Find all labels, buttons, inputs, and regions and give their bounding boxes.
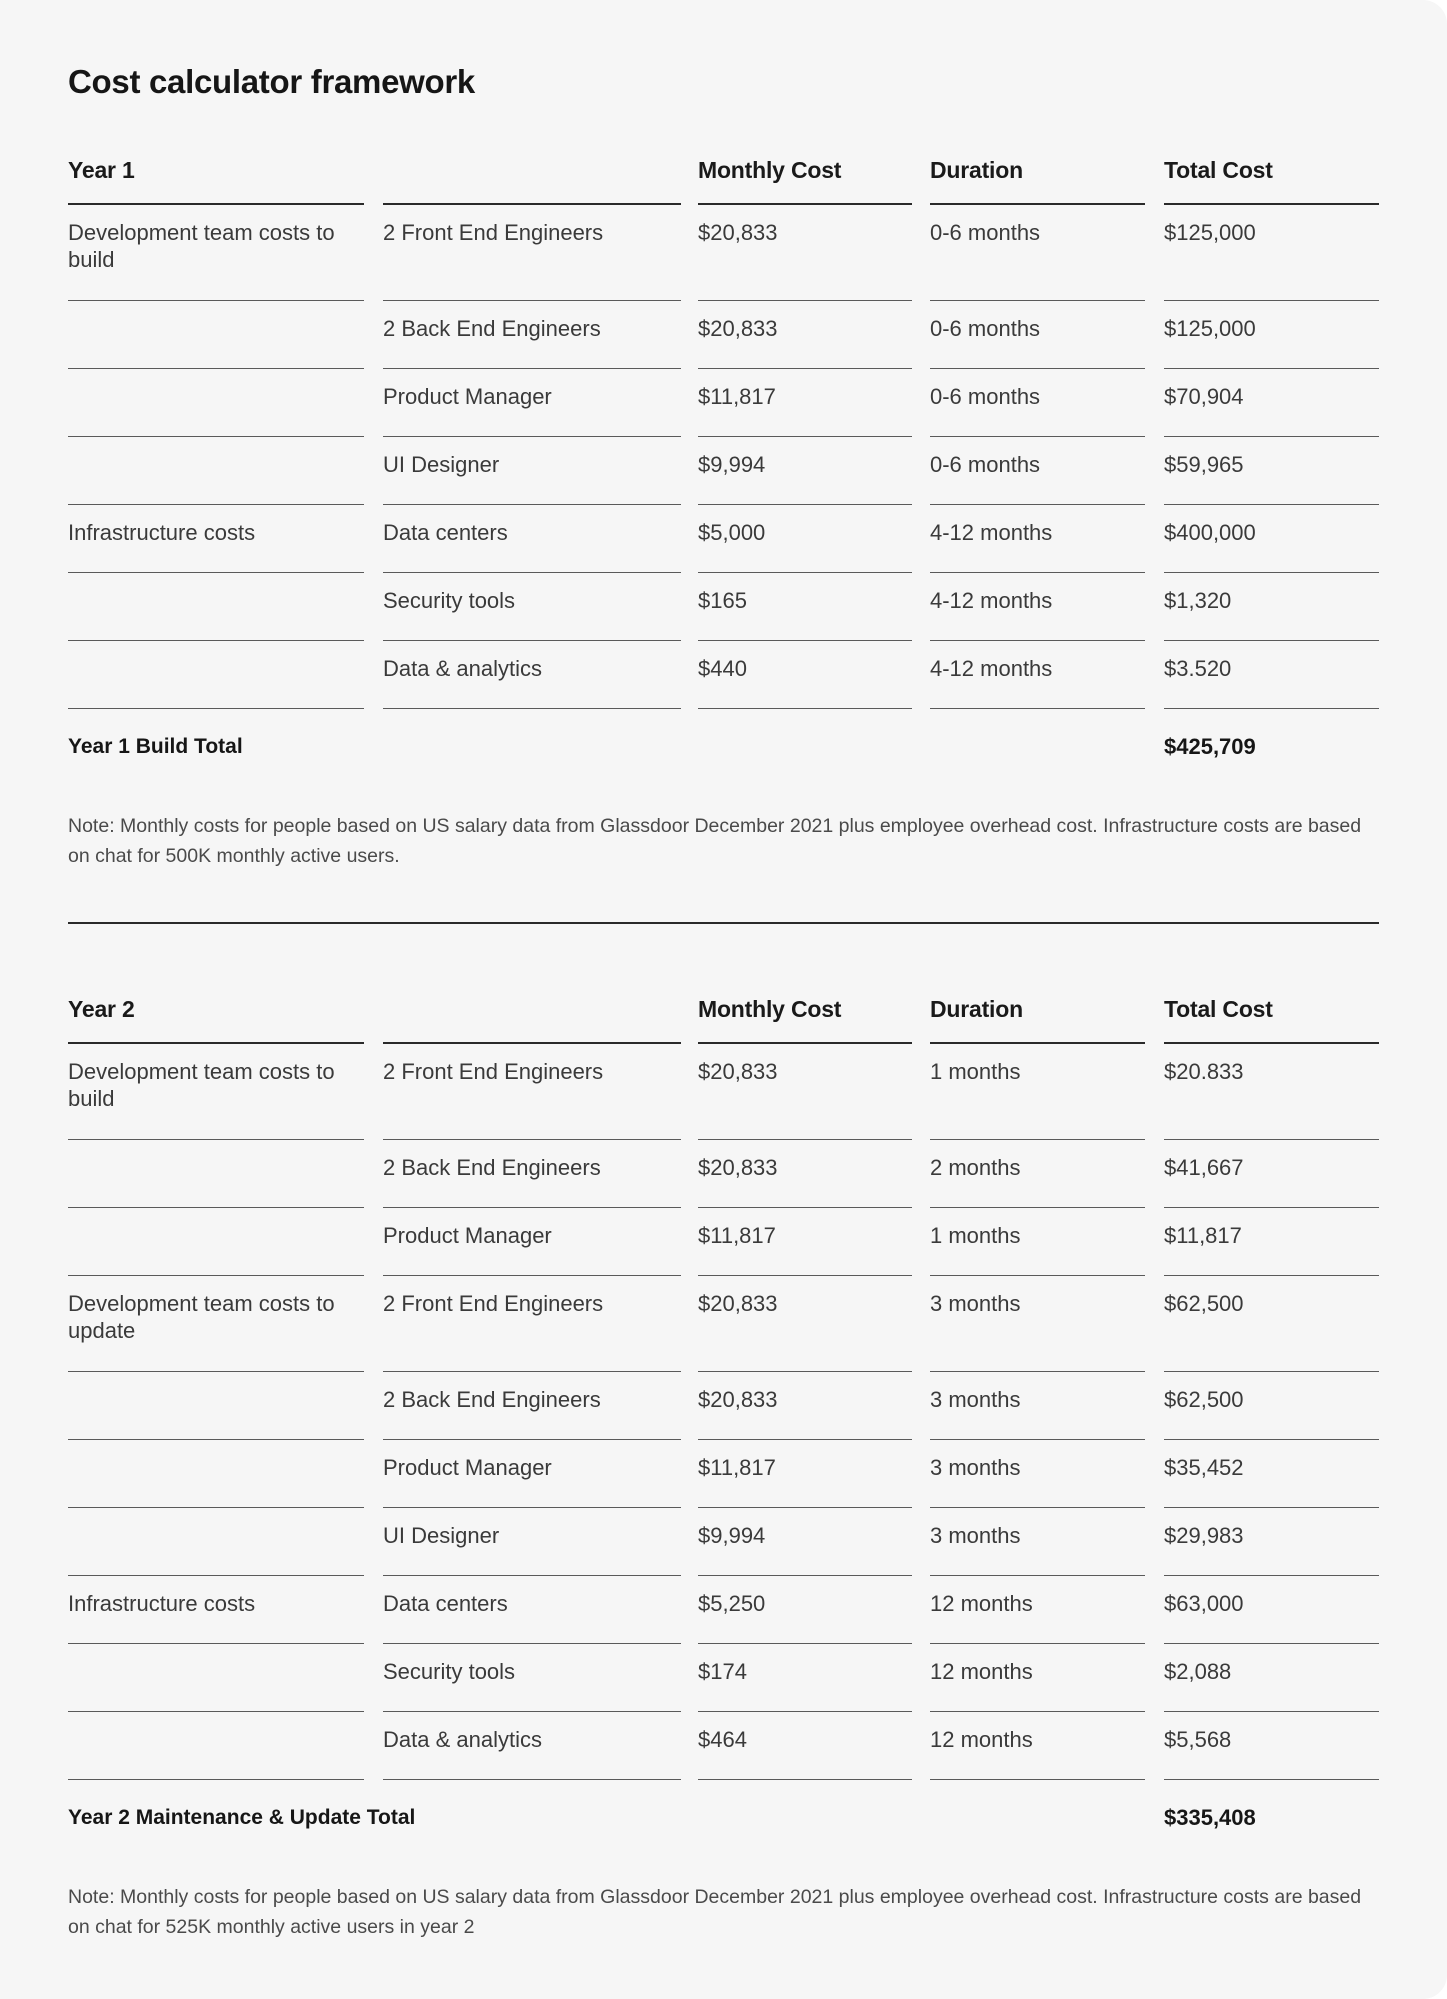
- duration-cell: 4-12 months: [930, 573, 1145, 641]
- monthly-cost-cell: $5,000: [698, 505, 912, 573]
- table-row: [68, 369, 1379, 437]
- header-item: [383, 147, 681, 205]
- total-value: $425,709: [1164, 734, 1256, 759]
- duration-cell: 0-6 months: [930, 437, 1145, 505]
- monthly-cost-cell: $20,833: [698, 205, 912, 301]
- table-row: [68, 1440, 1379, 1508]
- category-cell: [68, 1644, 364, 1712]
- table-row: [68, 641, 1379, 709]
- total-cost-cell: $29,983: [1164, 1508, 1379, 1576]
- header-monthly-cost: Monthly Cost: [698, 147, 912, 205]
- header-monthly-cost: Monthly Cost: [698, 986, 912, 1044]
- total-cost-cell: $3.520: [1164, 641, 1379, 709]
- duration-cell: 12 months: [930, 1712, 1145, 1780]
- total-cost-cell: $5,568: [1164, 1712, 1379, 1780]
- category-cell: Development team costs to build: [68, 205, 364, 301]
- duration-cell: 4-12 months: [930, 641, 1145, 709]
- item-cell: UI Designer: [383, 1508, 681, 1576]
- duration-cell: 0-6 months: [930, 205, 1145, 301]
- category-cell: Infrastructure costs: [68, 505, 364, 573]
- year-2-note: Note: Monthly costs for people based on US salary data from Glassdoor December 2021 plus employee overhead cost. Infrastructure costs are based on chat for 525K monthly active users in year 2: [68, 1886, 1362, 1938]
- item-cell: 2 Back End Engineers: [383, 1140, 681, 1208]
- monthly-cost-cell: $11,817: [698, 1440, 912, 1508]
- item-cell: 2 Front End Engineers: [383, 1276, 681, 1372]
- header-duration: Duration: [930, 147, 1145, 205]
- monthly-cost-cell: $20,833: [698, 1372, 912, 1440]
- duration-cell: 1 months: [930, 1044, 1145, 1140]
- table-row: [68, 1576, 1379, 1644]
- header-total-cost: Total Cost: [1164, 147, 1379, 205]
- total-cost-cell: $35,452: [1164, 1440, 1379, 1508]
- category-cell: [68, 369, 364, 437]
- duration-cell: 4-12 months: [930, 505, 1145, 573]
- table-row: [68, 1208, 1379, 1276]
- category-cell: [68, 1440, 364, 1508]
- total-cost-cell: $62,500: [1164, 1276, 1379, 1372]
- table-row: [68, 1276, 1379, 1372]
- table-header: [68, 147, 1379, 205]
- item-cell: Product Manager: [383, 1440, 681, 1508]
- header-year: Year 1: [68, 147, 364, 205]
- duration-cell: 3 months: [930, 1508, 1145, 1576]
- category-cell: Development team costs to build: [68, 1044, 364, 1140]
- monthly-cost-cell: $11,817: [698, 369, 912, 437]
- item-cell: Security tools: [383, 1644, 681, 1712]
- table-row: [68, 205, 1379, 301]
- duration-cell: 1 months: [930, 1208, 1145, 1276]
- category-cell: [68, 1372, 364, 1440]
- category-cell: [68, 573, 364, 641]
- header-year: Year 2: [68, 986, 364, 1044]
- year-1-note: Note: Monthly costs for people based on US salary data from Glassdoor December 2021 plus employee overhead cost. Infrastructure costs are based on chat for 500K monthly active users.: [68, 815, 1362, 867]
- item-cell: UI Designer: [383, 437, 681, 505]
- total-cost-cell: $62,500: [1164, 1372, 1379, 1440]
- total-cost-cell: $41,667: [1164, 1140, 1379, 1208]
- item-cell: Data centers: [383, 1576, 681, 1644]
- year-1-table: [68, 147, 1379, 871]
- duration-cell: 3 months: [930, 1440, 1145, 1508]
- page-title: Cost calculator framework: [68, 63, 475, 100]
- item-cell: Product Manager: [383, 369, 681, 437]
- monthly-cost-cell: $464: [698, 1712, 912, 1780]
- item-cell: 2 Front End Engineers: [383, 205, 681, 301]
- duration-cell: 2 months: [930, 1140, 1145, 1208]
- table-row: [68, 573, 1379, 641]
- total-cost-cell: $1,320: [1164, 573, 1379, 641]
- duration-cell: 0-6 months: [930, 369, 1145, 437]
- duration-cell: 12 months: [930, 1644, 1145, 1712]
- item-cell: 2 Back End Engineers: [383, 301, 681, 369]
- monthly-cost-cell: $11,817: [698, 1208, 912, 1276]
- table-row: [68, 1508, 1379, 1576]
- item-cell: Data centers: [383, 505, 681, 573]
- monthly-cost-cell: $440: [698, 641, 912, 709]
- total-cost-cell: $125,000: [1164, 205, 1379, 301]
- table-header: [68, 986, 1379, 1044]
- duration-cell: 0-6 months: [930, 301, 1145, 369]
- category-cell: Infrastructure costs: [68, 1576, 364, 1644]
- total-label: Year 1 Build Total: [68, 735, 243, 758]
- year-1-total-row: [68, 709, 1379, 769]
- duration-cell: 3 months: [930, 1372, 1145, 1440]
- item-cell: Data & analytics: [383, 641, 681, 709]
- total-cost-cell: $2,088: [1164, 1644, 1379, 1712]
- table-row: [68, 505, 1379, 573]
- monthly-cost-cell: $20,833: [698, 1276, 912, 1372]
- monthly-cost-cell: $9,994: [698, 1508, 912, 1576]
- table-row: [68, 1644, 1379, 1712]
- category-cell: Development team costs to update: [68, 1276, 364, 1372]
- duration-cell: 12 months: [930, 1576, 1145, 1644]
- item-cell: Data & analytics: [383, 1712, 681, 1780]
- category-cell: [68, 1208, 364, 1276]
- total-cost-cell: $63,000: [1164, 1576, 1379, 1644]
- table-row: [68, 1044, 1379, 1140]
- category-cell: [68, 301, 364, 369]
- monthly-cost-cell: $5,250: [698, 1576, 912, 1644]
- item-cell: Product Manager: [383, 1208, 681, 1276]
- total-cost-cell: $70,904: [1164, 369, 1379, 437]
- category-cell: [68, 1508, 364, 1576]
- total-cost-cell: $400,000: [1164, 505, 1379, 573]
- total-cost-cell: $125,000: [1164, 301, 1379, 369]
- category-cell: [68, 1140, 364, 1208]
- table-row: [68, 1712, 1379, 1780]
- table-row: [68, 1372, 1379, 1440]
- monthly-cost-cell: $20,833: [698, 1140, 912, 1208]
- table-row: [68, 437, 1379, 505]
- table-row: [68, 301, 1379, 369]
- monthly-cost-cell: $165: [698, 573, 912, 641]
- header-total-cost: Total Cost: [1164, 986, 1379, 1044]
- item-cell: 2 Front End Engineers: [383, 1044, 681, 1140]
- item-cell: Security tools: [383, 573, 681, 641]
- category-cell: [68, 641, 364, 709]
- item-cell: 2 Back End Engineers: [383, 1372, 681, 1440]
- total-cost-cell: $59,965: [1164, 437, 1379, 505]
- year-2-total-row: [68, 1780, 1379, 1840]
- total-label: Year 2 Maintenance & Update Total: [68, 1806, 416, 1829]
- year-2-table: [68, 986, 1379, 1942]
- category-cell: [68, 437, 364, 505]
- monthly-cost-cell: $9,994: [698, 437, 912, 505]
- section-divider: [68, 922, 1379, 924]
- table-row: [68, 1140, 1379, 1208]
- monthly-cost-cell: $174: [698, 1644, 912, 1712]
- monthly-cost-cell: $20,833: [698, 1044, 912, 1140]
- header-item: [383, 986, 681, 1044]
- total-cost-cell: $20.833: [1164, 1044, 1379, 1140]
- duration-cell: 3 months: [930, 1276, 1145, 1372]
- category-cell: [68, 1712, 364, 1780]
- header-duration: Duration: [930, 986, 1145, 1044]
- total-value: $335,408: [1164, 1805, 1256, 1830]
- total-cost-cell: $11,817: [1164, 1208, 1379, 1276]
- monthly-cost-cell: $20,833: [698, 301, 912, 369]
